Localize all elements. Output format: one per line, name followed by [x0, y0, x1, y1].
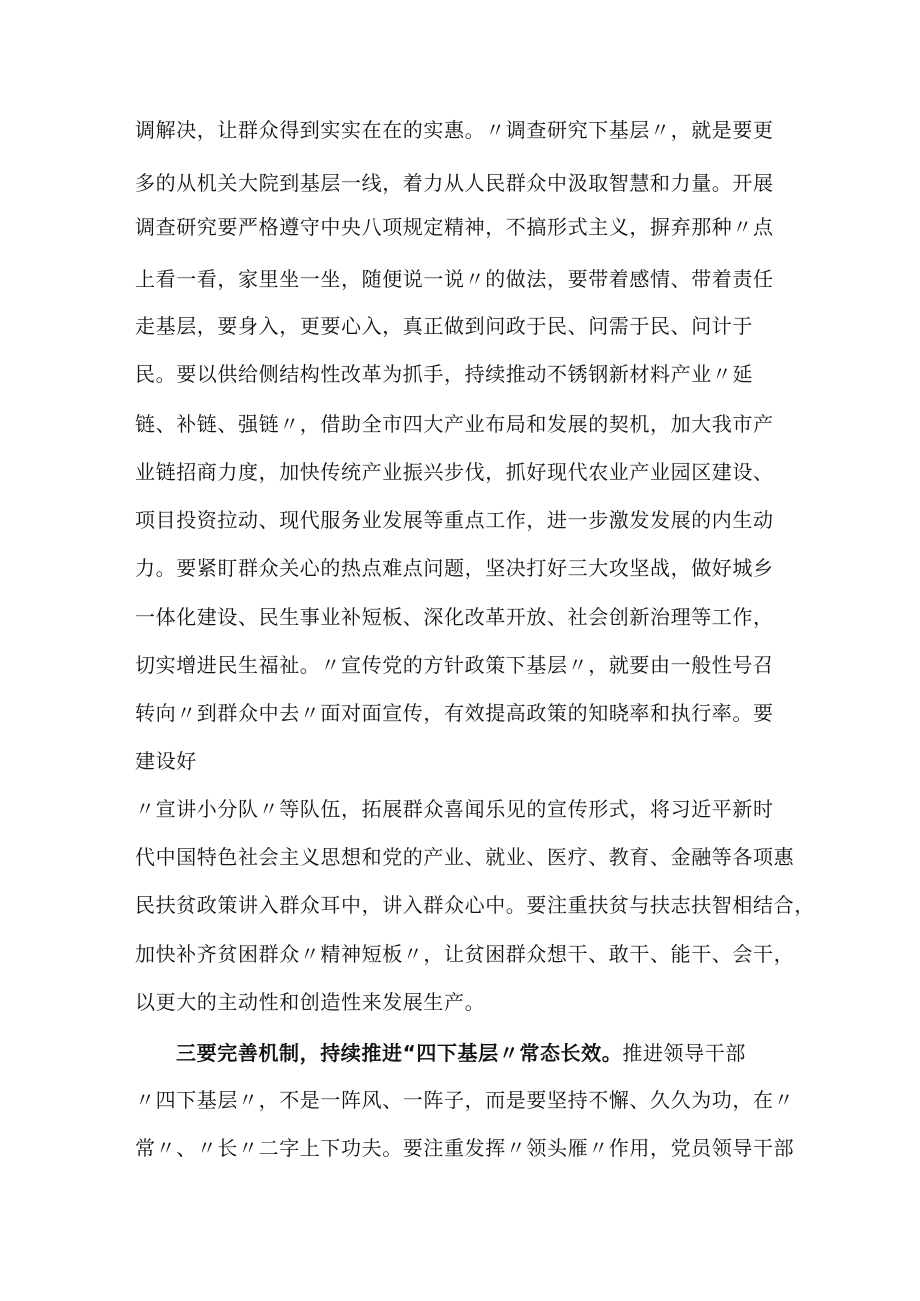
paragraph-line: 业链招商力度，加快传统产业振兴步伐，抓好现代农业产业园区建设、 [135, 460, 774, 484]
paragraph-line: 多的从机关大院到基层一线，着力从人民群众中汲取智慧和力量。开展 [135, 171, 774, 195]
paragraph-line: 以更大的主动性和创造性来发展生产。 [135, 990, 486, 1014]
section-heading-line [176, 1040, 746, 1066]
paragraph-line: 链、补链、强链〃，借助全市四大产业布局和发展的契机，加大我市产 [135, 412, 774, 436]
paragraph-line: 建设好 [135, 749, 197, 773]
paragraph-line: 切实增进民生福祉。〃宣传党的方针政策下基层〃，就要由一般性号召 [135, 653, 774, 677]
paragraph-line: 〃宣讲小分队〃等队伍，拓展群众喜闻乐见的宣传形式，将习近平新时 [135, 797, 774, 821]
paragraph-line: 〃四下基层〃，不是一阵风、一阵子，而是要坚持不懈、久久为功，在〃 [135, 1088, 795, 1112]
paragraph-line: 常〃、〃长〃二字上下功夫。要注重发挥〃领头雁〃作用，党员领导干部 [135, 1136, 795, 1160]
paragraph-line: 调解决，让群众得到实实在在的实惠。〃调查研究下基层〃，就是要更 [135, 118, 774, 142]
paragraph-line: 代中国特色社会主义思想和党的产业、就业、医疗、教育、金融等各项惠 [135, 845, 795, 869]
paragraph-line: 加快补齐贫困群众〃精神短板〃，让贫困群众想干、敢干、能干、会干， [135, 942, 795, 966]
paragraph-line: 项目投资拉动、现代服务业发展等重点工作，进一步激发发展的内生动 [135, 508, 774, 532]
paragraph-line: 民扶贫政策讲入群众耳中，讲入群众心中。要注重扶贫与扶志扶智相结合， [135, 893, 815, 917]
paragraph-line: 民。要以供给侧结构性改革为抓手，持续推动不锈钢新材料产业〃延 [135, 362, 753, 386]
paragraph-line: 力。要紧盯群众关心的热点难点问题，坚决打好三大攻坚战，做好城乡 [135, 556, 774, 580]
paragraph-line: 调查研究要严格遵守中央八项规定精神，不搞形式主义，摒弃那种〃点 [135, 215, 774, 239]
paragraph-line: 转向〃到群众中去〃面对面宣传，有效提高政策的知晓率和执行率。要 [135, 701, 774, 725]
section-heading: 三要完善机制，持续推进“四下基层〃常态长效。 [176, 1041, 623, 1065]
paragraph-line: 一体化建设、民生事业补短板、深化改革开放、社会创新治理等工作， [135, 605, 774, 629]
paragraph-line: 走基层，要身入，更要心入，真正做到问政于民、问需于民、问计于 [135, 314, 753, 338]
paragraph-line: 上看一看，家里坐一坐，随便说一说〃的做法，要带着感情、带着责任 [135, 267, 774, 291]
section-heading-continuation: 推进领导干部 [622, 1041, 746, 1065]
